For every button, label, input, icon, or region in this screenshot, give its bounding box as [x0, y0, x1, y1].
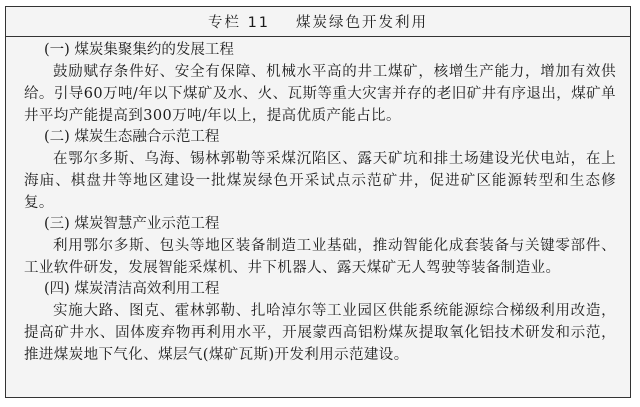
section-paragraph: 利用鄂尔多斯、包头等地区装备制造工业基础，推动智能化成套装备与关键零部件、工业软件研发，发展智能采煤机、井下机器人、露天煤矿无人驾驶等装备制造业。: [24, 238, 616, 276]
section-title: (二) 煤炭生态融合示范工程: [44, 129, 220, 145]
section-title: (一) 煤炭集聚集约的发展工程: [44, 42, 234, 58]
section-3: [24, 214, 616, 279]
column-number: 专栏 11: [207, 15, 271, 31]
box-header: [6, 7, 630, 37]
column-title: 煤炭绿色开发利用: [296, 15, 429, 31]
section-paragraph: 在鄂尔多斯、乌海、锡林郭勒等采煤沉陷区、露天矿坑和排土场建设光伏电站，在上海庙、棋盘井等地区建设一批煤炭绿色开采试点示范矿井，促进矿区能源转型和生态修复。: [24, 151, 616, 211]
section-title: (四) 煤炭清洁高效利用工程: [44, 281, 220, 297]
section-title: (三) 煤炭智慧产业示范工程: [44, 216, 220, 232]
section-2: [24, 127, 616, 214]
special-column-box: [5, 6, 631, 398]
section-4: [24, 279, 616, 366]
box-body: [6, 37, 630, 366]
section-paragraph: 鼓励赋存条件好、安全有保障、机械水平高的井工煤矿，核增生产能力，增加有效供给。引导60万吨/年以下煤矿及水、火、瓦斯等重大灾害并存的老旧矿井有序退出，煤矿单井平均产能提高到300万吨/年以上，提高优质产能占比。: [24, 64, 616, 124]
section-paragraph: 实施大路、图克、霍林郭勒、扎哈淖尔等工业园区供能系统能源综合梯级利用改造，提高矿井水、固体废弃物再利用水平，开展蒙西高铝粉煤灰提取氧化铝技术研发和示范，推进煤炭地下气化、煤层气(煤矿瓦斯)开发利用示范建设。: [24, 303, 616, 363]
section-1: [24, 40, 616, 127]
